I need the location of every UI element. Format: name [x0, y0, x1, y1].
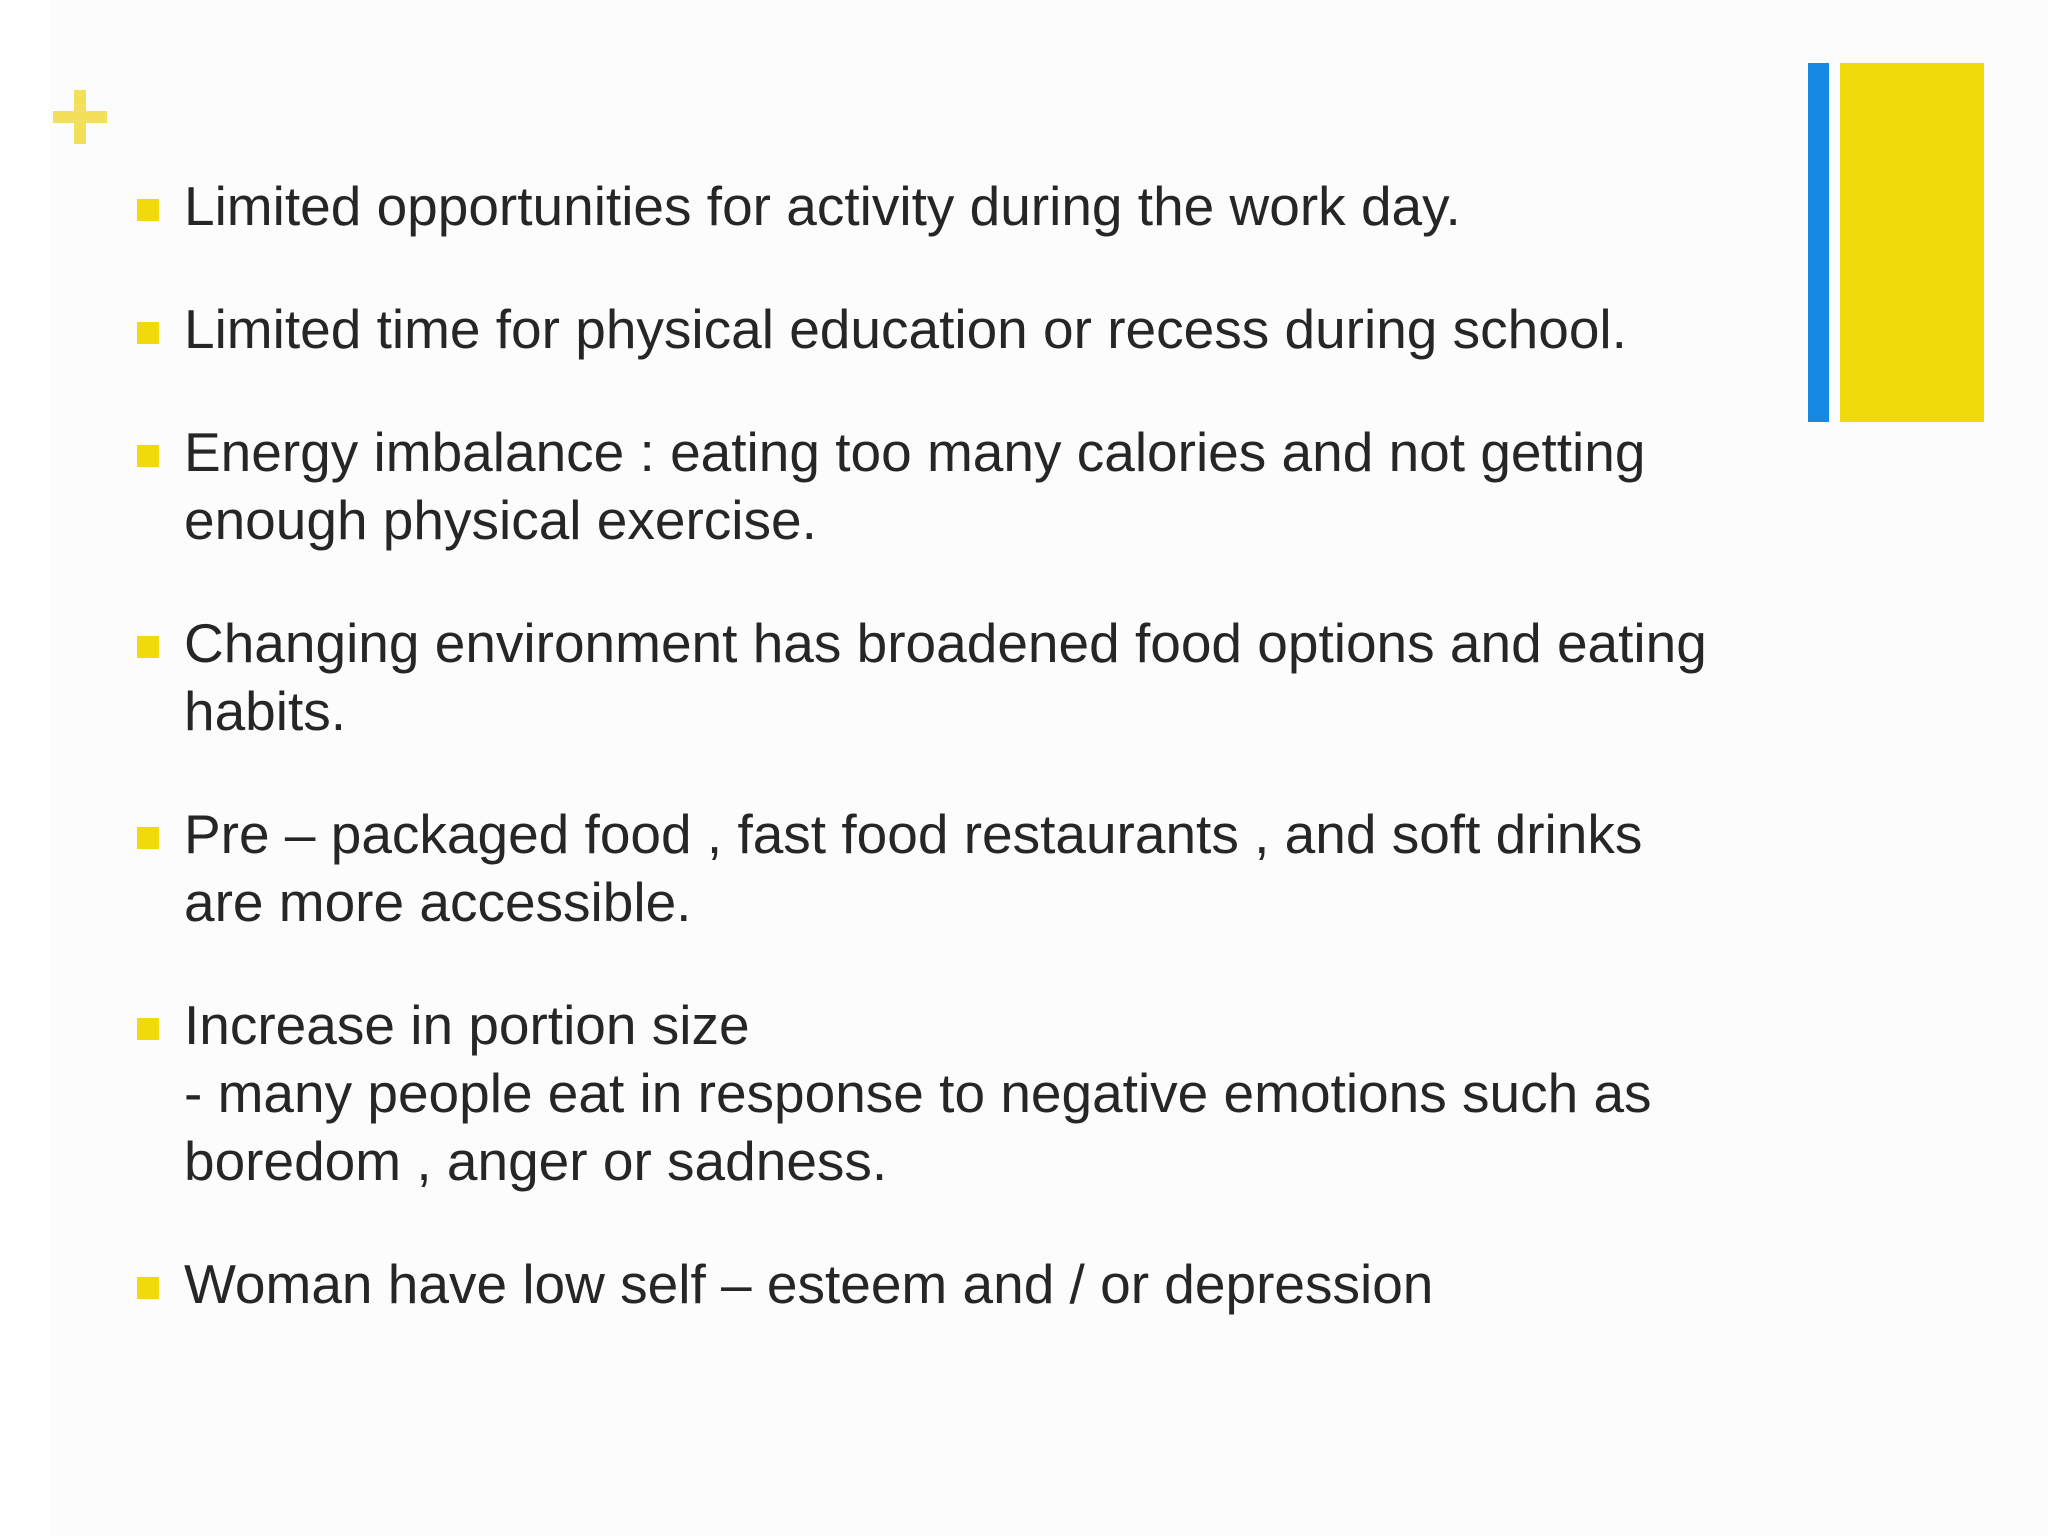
bullet-text-line: Woman have low self – esteem and / or depression: [184, 1253, 1434, 1315]
bullet-item: [135, 609, 1775, 745]
bullet-text-line: Energy imbalance : eating too many calories and not getting: [184, 421, 1646, 483]
plus-icon: [53, 90, 107, 144]
bullet-list: [135, 172, 1775, 1373]
bullet-text-line: habits.: [184, 680, 347, 742]
bullet-item: [135, 295, 1775, 363]
bullet-text-line: Limited time for physical education or recess during school.: [184, 298, 1627, 360]
square-bullet-icon: [137, 827, 159, 849]
plus-icon-vertical-bar: [74, 90, 86, 144]
square-bullet-icon: [137, 322, 159, 344]
blue-accent-bar: [1808, 63, 1829, 422]
square-bullet-icon: [137, 636, 159, 658]
square-bullet-icon: [137, 445, 159, 467]
bullet-text-line: Increase in portion size: [184, 994, 750, 1056]
bullet-item: [135, 800, 1775, 936]
square-bullet-icon: [137, 1018, 159, 1040]
bullet-text-line: Pre – packaged food , fast food restaurants , and soft drinks: [184, 803, 1643, 865]
bullet-item: [135, 172, 1775, 240]
bullet-item: [135, 1250, 1775, 1318]
bullet-text-line: enough physical exercise.: [184, 489, 817, 551]
bullet-item: [135, 991, 1775, 1195]
bullet-text-line: - many people eat in response to negative emotions such as: [184, 1062, 1652, 1124]
bullet-text-line: Changing environment has broadened food options and eating: [184, 612, 1707, 674]
square-bullet-icon: [137, 1277, 159, 1299]
yellow-accent-block: [1840, 63, 1984, 422]
bullet-item: [135, 418, 1775, 554]
bullet-text-line: are more accessible.: [184, 871, 692, 933]
square-bullet-icon: [137, 199, 159, 221]
bullet-text-line: boredom , anger or sadness.: [184, 1130, 888, 1192]
bullet-text-line: Limited opportunities for activity during the work day.: [184, 175, 1461, 237]
